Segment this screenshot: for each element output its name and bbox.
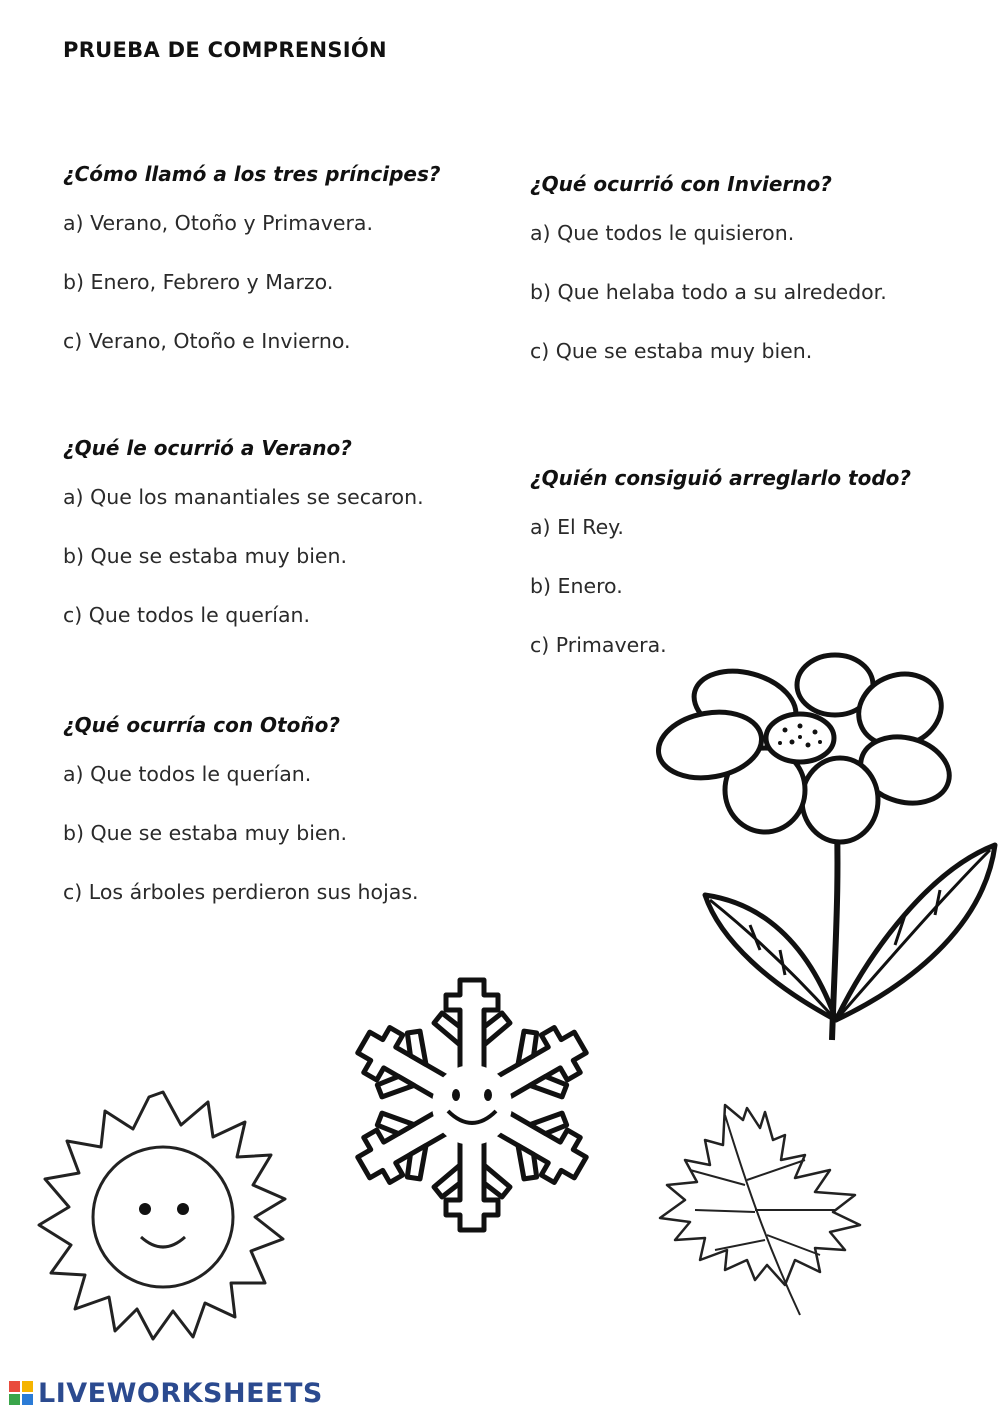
question-text: ¿Cómo llamó a los tres príncipes? <box>63 162 441 186</box>
answer-option-c[interactable]: c) Primavera. <box>530 633 667 657</box>
answer-option-c[interactable]: c) Los árboles perdieron sus hojas. <box>63 880 419 904</box>
answer-option-b[interactable]: b) Enero, Febrero y Marzo. <box>63 270 334 294</box>
question-text: ¿Qué ocurría con Otoño? <box>63 713 340 737</box>
answer-option-c[interactable]: c) Que se estaba muy bien. <box>530 339 813 363</box>
brand-name[interactable]: LIVEWORKSHEETS <box>38 1377 323 1409</box>
answer-option-a[interactable]: a) Que los manantiales se secaron. <box>63 485 424 509</box>
sun-icon <box>28 1085 298 1350</box>
snowflake-icon <box>330 965 615 1245</box>
answer-option-a[interactable]: a) Que todos le quisieron. <box>530 221 795 245</box>
answer-option-c[interactable]: c) Verano, Otoño e Invierno. <box>63 329 351 353</box>
question-text: ¿Qué ocurrió con Invierno? <box>530 172 832 196</box>
answer-option-b[interactable]: b) Que se estaba muy bien. <box>63 821 348 845</box>
answer-option-b[interactable]: b) Que helaba todo a su alrededor. <box>530 280 887 304</box>
flower-icon <box>650 650 1000 1045</box>
question-block-3 <box>63 711 533 937</box>
answer-option-b[interactable]: b) Enero. <box>530 574 623 598</box>
answer-option-a[interactable]: a) El Rey. <box>530 515 624 539</box>
question-block-2 <box>63 434 533 660</box>
answer-option-a[interactable]: a) Verano, Otoño y Primavera. <box>63 211 374 235</box>
answer-option-a[interactable]: a) Que todos le querían. <box>63 762 312 786</box>
answer-option-b[interactable]: b) Que se estaba muy bien. <box>63 544 348 568</box>
liveworksheets-logo-icon <box>8 1380 34 1406</box>
leaf-icon <box>655 1100 865 1320</box>
answer-option-c[interactable]: c) Que todos le querían. <box>63 603 311 627</box>
question-text: ¿Qué le ocurrió a Verano? <box>63 436 352 460</box>
page-title: PRUEBA DE COMPRENSIÓN <box>63 38 387 62</box>
question-block-4 <box>530 170 1000 396</box>
question-block-1 <box>63 160 533 386</box>
footer-brand <box>8 1378 323 1408</box>
question-text: ¿Quién consiguió arreglarlo todo? <box>530 466 912 490</box>
